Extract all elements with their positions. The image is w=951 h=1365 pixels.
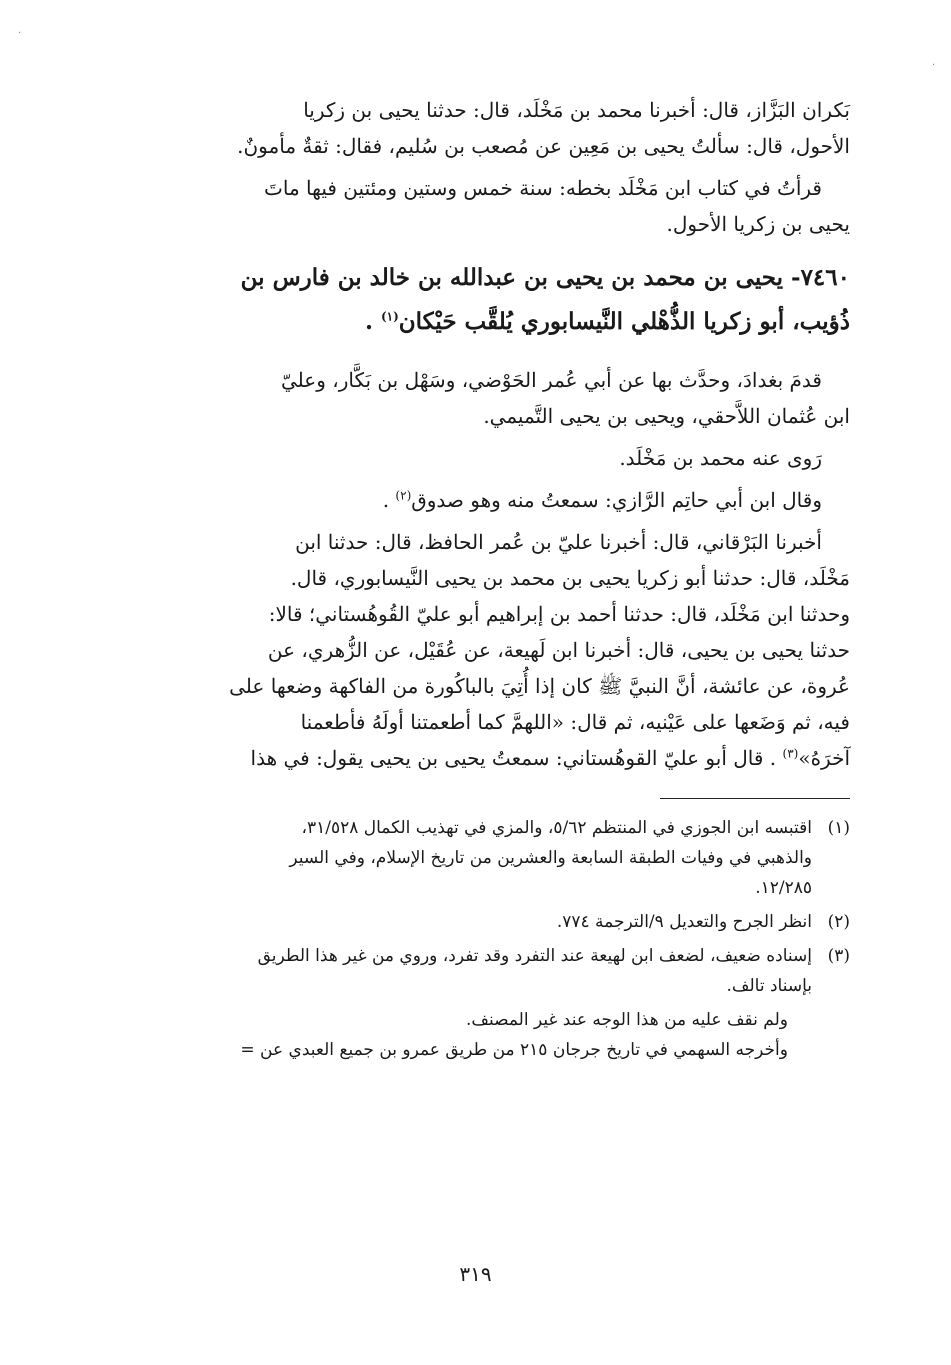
- footnote-ref: (٢): [395, 488, 412, 503]
- text-line: [130, 740, 850, 776]
- text-line: ابن عُثمان اللاَّحقي، ويحيى بن يحيى التَّميمي.: [483, 404, 850, 428]
- footnote-2: [130, 907, 850, 937]
- footnote-ref: (٣): [782, 746, 799, 761]
- text-line: أخبرنا البَرْقاني، قال: أخبرنا عليّ بن عُمر الحافظ، قال: حدثنا ابن: [295, 530, 822, 554]
- footnote-text: [130, 941, 812, 1001]
- text-line: بَكران البَزَّاز، قال: أخبرنا محمد بن مَخْلَد، قال: حدثنا يحيى بن زكريا: [303, 98, 850, 122]
- footnote-number: (٣): [827, 946, 850, 966]
- footnote-line: ١٢/٢٨٥.: [755, 878, 812, 898]
- text-run: آخرَهُ»: [798, 746, 850, 770]
- text-end: .: [382, 488, 396, 512]
- footnote-number: (١): [827, 818, 850, 838]
- text-line: حدثنا يحيى بن يحيى، قال: أخبرنا ابن لَهيعة، عن عُقَيْل، عن الزُّهري، عن: [267, 638, 850, 662]
- text-line: رَوى عنه محمد بن مَخْلَد.: [619, 446, 822, 470]
- text-line: قرأتُ في كتاب ابن مَخْلَد بخطه: سنة خمس وستين ومئتين فيها ماتَ: [264, 176, 822, 200]
- entry-heading: [130, 256, 850, 344]
- heading-line: [130, 300, 850, 344]
- paragraph: [130, 524, 850, 776]
- footnote-1: [130, 813, 850, 903]
- text-line: فيه، ثم وَضَعها على عَيْنيه، ثم قال: «اللهمَّ كما أطعمتنا أولَهُ فأطعمنا: [300, 710, 850, 734]
- footnote-3: [130, 941, 850, 1001]
- footnote-line: وأخرجه السهمي في تاريخ جرجان ٢١٥ من طريق عمرو بن جميع العبدي عن =: [240, 1040, 788, 1060]
- text-line: وحدثنا ابن مَخْلَد، قال: حدثنا أحمد بن إبراهيم أبو عليّ القُوهُستاني؛ قالا:: [268, 602, 850, 626]
- footnote-text: [130, 813, 812, 903]
- paragraph: [130, 482, 850, 518]
- heading-end: .: [364, 308, 381, 335]
- paragraph: [130, 170, 850, 242]
- footnote-line: بإسناد تالف.: [726, 976, 812, 996]
- text-line: مَخْلَد، قال: حدثنا أبو زكريا يحيى بن محمد بن يحيى النَّيسابوري، قال.: [290, 566, 850, 590]
- paragraph: [130, 440, 850, 476]
- text-line: يحيى بن زكريا الأحول.: [666, 212, 850, 236]
- footnote-3-continued: [130, 1005, 850, 1065]
- footnote-line: إسناده ضعيف، لضعف ابن لهيعة عند التفرد وقد تفرد، وروي من غير هذا الطريق: [257, 946, 812, 966]
- scan-speck: ·: [18, 28, 22, 39]
- heading-text: ذُؤيب، أبو زكريا الذُّهْلي النَّيسابوري يُلقَّب حَيْكان: [398, 308, 850, 335]
- footnote-number: (٢): [827, 912, 850, 932]
- footnote-line: والذهبي في وفيات الطبقة السابعة والعشرين من تاريخ الإسلام، وفي السير: [289, 848, 812, 868]
- page-number: ٣١٩: [459, 1262, 492, 1286]
- paragraph: [130, 362, 850, 434]
- heading-line: ٧٤٦٠- يحيى بن محمد بن يحيى بن عبدالله بن خالد بن فارس بن: [240, 264, 850, 291]
- footnote-line: ولم نقف عليه من هذا الوجه عند غير المصنف.: [465, 1010, 788, 1030]
- paragraph: [130, 92, 850, 164]
- scan-speck: ·: [932, 60, 936, 71]
- text-run: وقال ابن أبي حاتِم الرَّازي: سمعتُ منه وهو صدوق: [411, 488, 822, 512]
- footnote-divider: [660, 798, 850, 799]
- text-line: الأحول، قال: سألتُ يحيى بن مَعِين عن مُصعب بن سُليم، فقال: ثقةٌ مأمونٌ.: [237, 134, 850, 158]
- text-line: عُروة، عن عائشة، أنَّ النبيَّ ﷺ كان إذا أُتِيَ بالباكُورة من الفاكهة وضعها على: [229, 674, 850, 698]
- text-line: قدمَ بغدادَ، وحدَّث بها عن أبي عُمر الحَوْضي، وسَهْل بن بَكَّار، وعليّ: [281, 368, 822, 392]
- footnote-line: اقتبسه ابن الجوزي في المنتظم ٥/٦٢، والمزي في تهذيب الكمال ٣١/٥٢٨،: [301, 818, 812, 838]
- page-content: [130, 92, 850, 1069]
- text-line: [130, 482, 850, 518]
- text-run: . قال أبو عليّ القوهُستاني: سمعتُ يحيى بن يحيى يقول: في هذا: [250, 746, 783, 770]
- footnote-text: انظر الجرح والتعديل ٩/الترجمة ٧٧٤.: [556, 912, 812, 932]
- footnote-ref: (١): [380, 309, 399, 324]
